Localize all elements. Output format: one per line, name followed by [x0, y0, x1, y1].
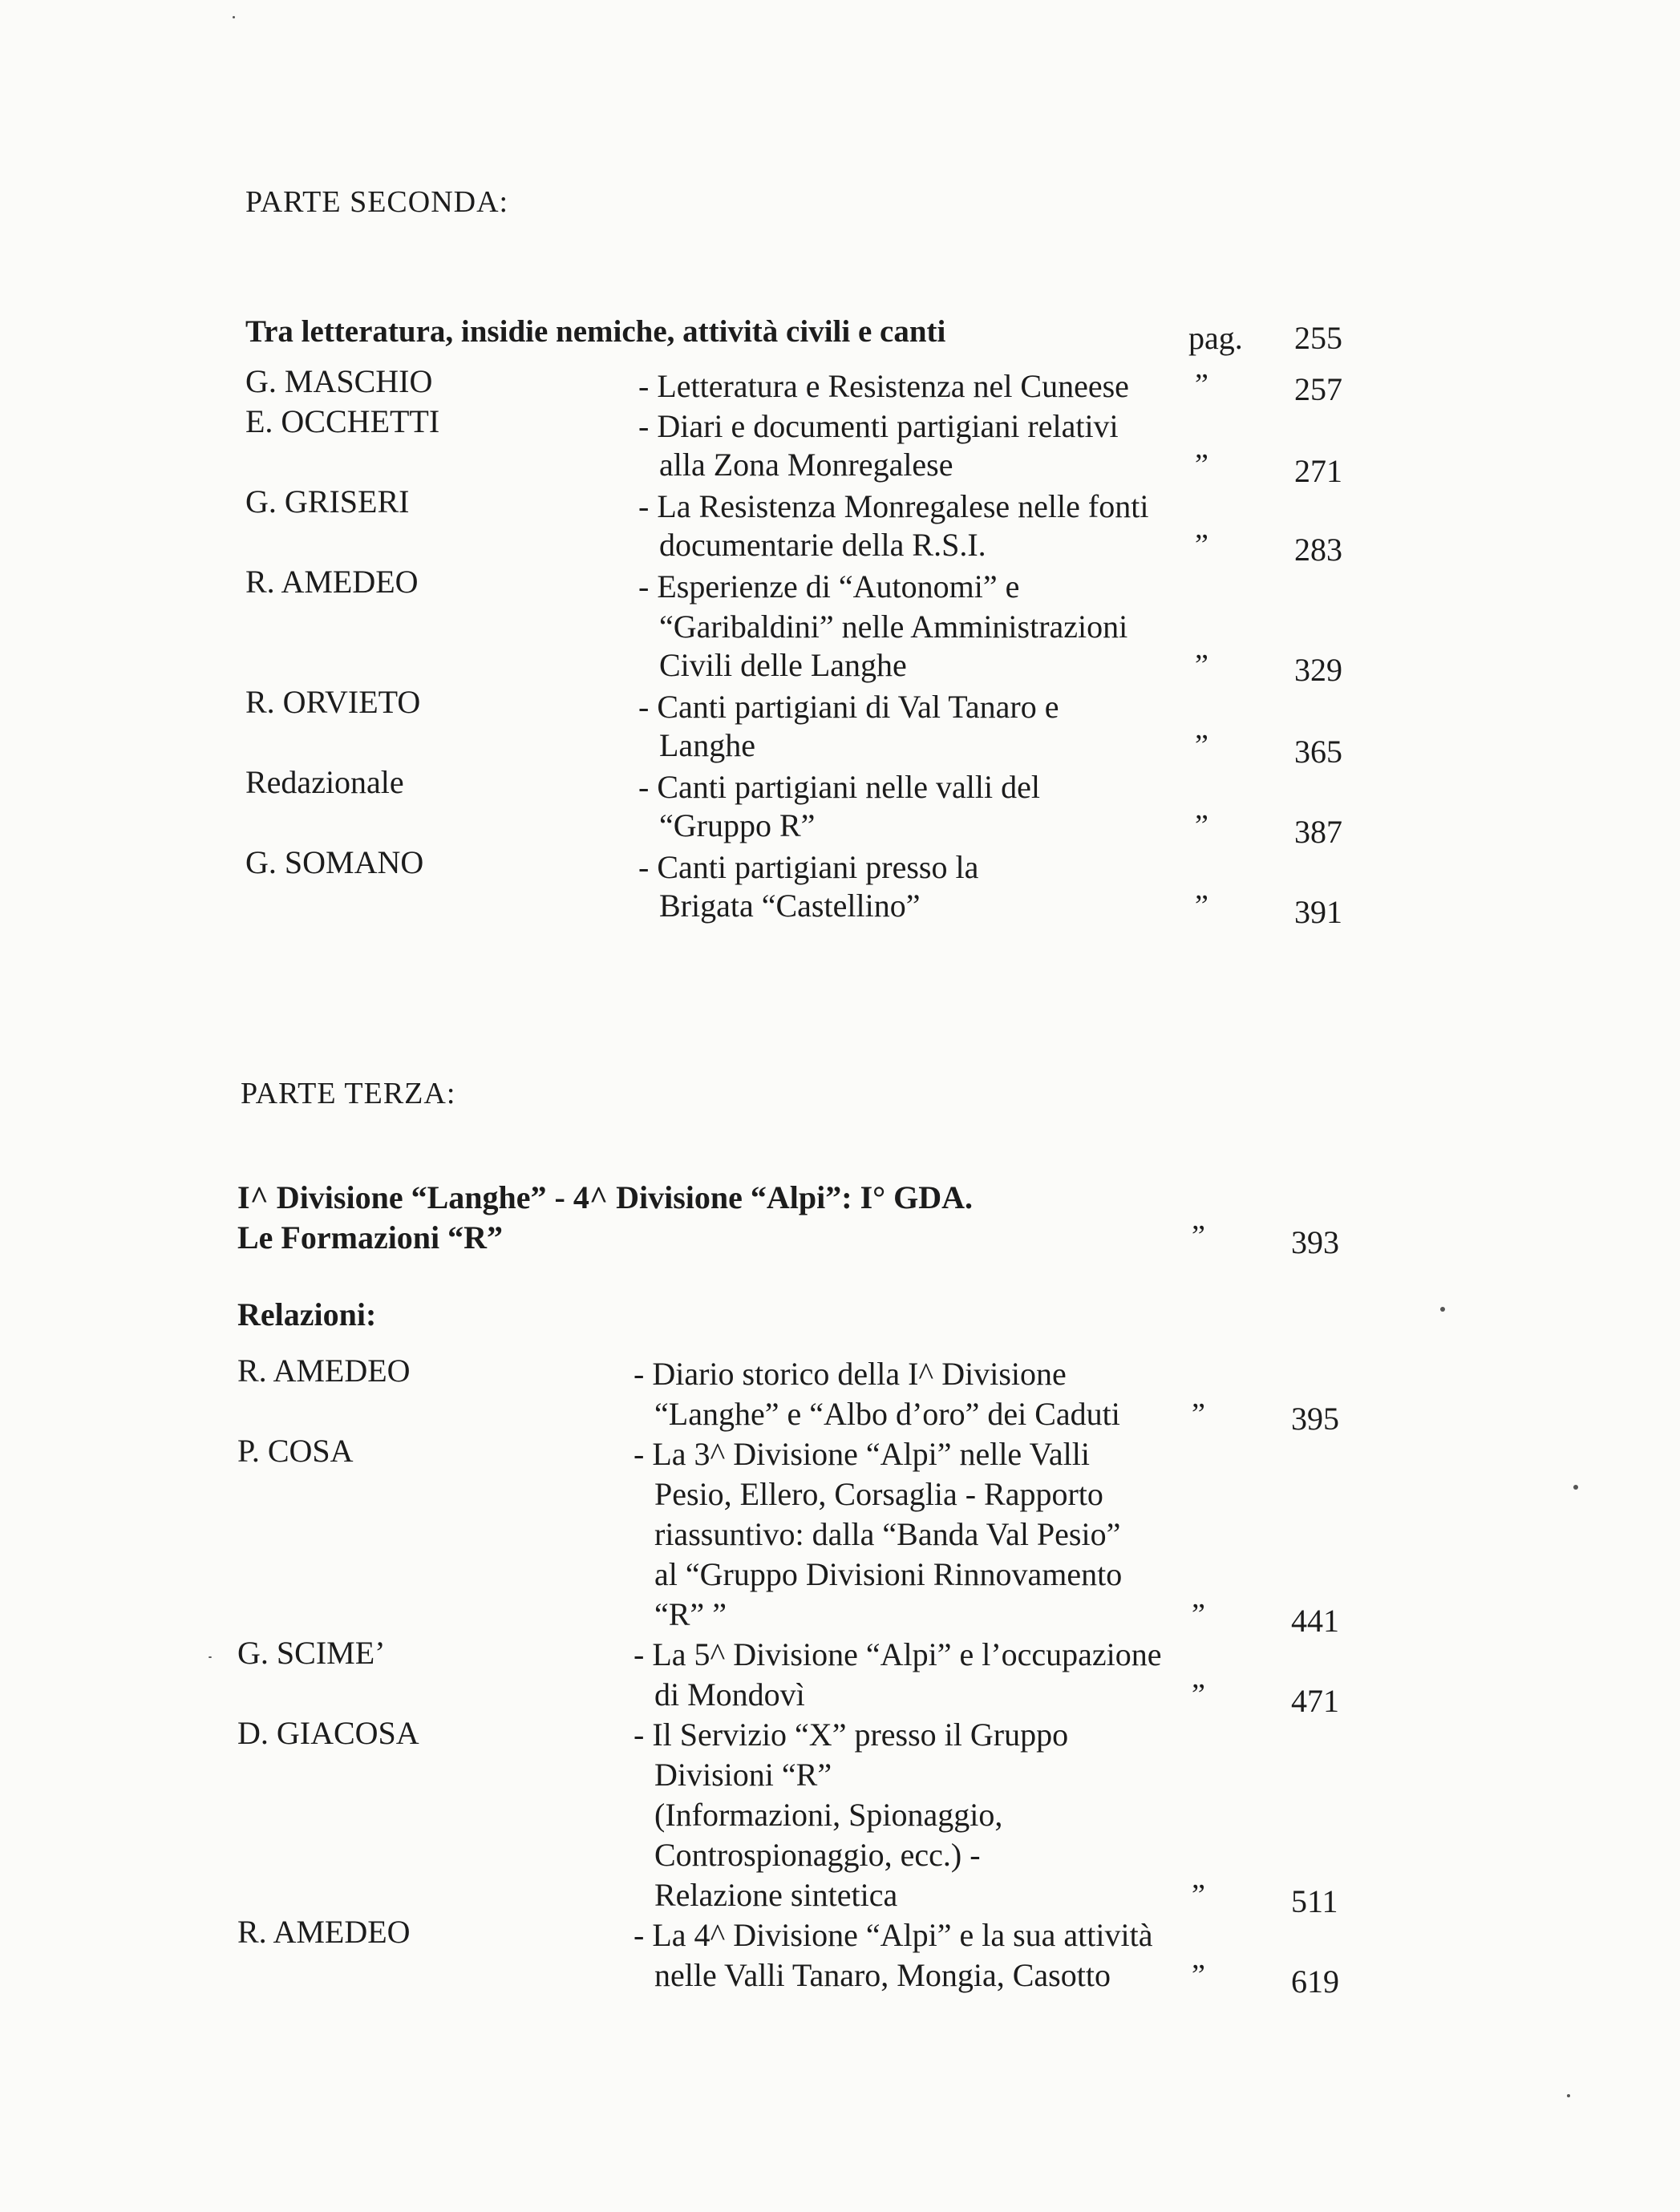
entry-author: R. AMEDEO — [237, 1914, 411, 1950]
page-number: 391 — [1294, 894, 1342, 930]
ditto-mark: ” — [1195, 729, 1208, 762]
entry-title-line: “Garibaldini” nelle Amministrazioni — [659, 609, 1128, 645]
entry-title-line: - La Resistenza Monregalese nelle fonti — [638, 488, 1149, 524]
entry-title-line: Divisioni “R” — [654, 1757, 832, 1793]
part-three-section-title-line: I^ Divisione “Langhe” - 4^ Divisione “Alpi”: I° GDA. — [237, 1179, 974, 1215]
relazioni-label: Relazioni: — [237, 1296, 377, 1332]
ditto-mark: ” — [1195, 528, 1208, 562]
entry-title-line: riassuntivo: dalla “Banda Val Pesio” — [654, 1516, 1121, 1552]
page-number: 257 — [1294, 371, 1342, 407]
page-number: 283 — [1294, 532, 1342, 568]
entry-title-line: di Mondovì — [654, 1676, 805, 1713]
pag-label: pag. — [1188, 320, 1243, 356]
entry-title-line: documentarie della R.S.I. — [659, 527, 986, 563]
ditto-mark: ” — [1192, 1878, 1205, 1912]
ditto-mark: ” — [1192, 1598, 1205, 1632]
entry-author: R. AMEDEO — [245, 564, 419, 600]
entry-title-line: - La 3^ Divisione “Alpi” nelle Valli — [634, 1436, 1091, 1472]
entry-title-line: - Diari e documenti partigiani relativi — [638, 408, 1119, 444]
page-number: 471 — [1291, 1683, 1339, 1719]
ditto-mark: ” — [1192, 1397, 1205, 1431]
entry-title-line: “Gruppo R” — [659, 807, 816, 843]
entry-title-line: - Il Servizio “X” presso il Gruppo — [634, 1717, 1069, 1753]
page-number: 395 — [1291, 1401, 1339, 1437]
entry-author: E. OCCHETTI — [245, 403, 440, 439]
entry-title-line: - La 5^ Divisione “Alpi” e l’occupazione — [634, 1636, 1162, 1672]
entry-author: G. SCIME’ — [237, 1635, 386, 1671]
entry-title-line: alla Zona Monregalese — [659, 447, 953, 483]
scan-speck — [208, 1656, 212, 1658]
entry-title-line: - Canti partigiani di Val Tanaro e — [638, 689, 1059, 725]
entry-author: D. GIACOSA — [237, 1715, 419, 1751]
ditto-mark: ” — [1195, 649, 1208, 682]
entry-title-line: Relazione sintetica — [654, 1877, 898, 1913]
ditto-mark: ” — [1195, 368, 1208, 402]
ditto-mark: ” — [1195, 448, 1208, 482]
entry-author: R. AMEDEO — [237, 1353, 411, 1389]
page-number: 271 — [1294, 453, 1342, 489]
page-number: 619 — [1291, 1963, 1339, 2000]
page-number: 255 — [1294, 320, 1342, 356]
entry-title-line: - Diario storico della I^ Divisione — [634, 1356, 1067, 1392]
entry-title-line: - Canti partigiani presso la — [638, 849, 979, 885]
part-three-heading: PARTE TERZA: — [241, 1077, 456, 1110]
page-number: 511 — [1291, 1883, 1338, 1919]
entry-title-line: - Canti partigiani nelle valli del — [638, 769, 1040, 805]
scan-speck — [233, 16, 235, 18]
entry-title-line: Controspionaggio, ecc.) - — [654, 1837, 981, 1873]
entry-author: G. MASCHIO — [245, 363, 433, 399]
ditto-mark: ” — [1195, 809, 1208, 843]
entry-title-line: Langhe — [659, 727, 755, 763]
scan-speck — [1567, 2094, 1570, 2097]
entry-title-line: “R” ” — [654, 1596, 727, 1632]
ditto-mark: ” — [1192, 1678, 1205, 1712]
entry-title-line: al “Gruppo Divisioni Rinnovamento — [654, 1556, 1123, 1592]
page-number: 329 — [1294, 652, 1342, 688]
part-three-section-title-line: Le Formazioni “R” — [237, 1219, 504, 1256]
entry-title-line: - Esperienze di “Autonomi” e — [638, 568, 1020, 605]
entry-title-line: - La 4^ Divisione “Alpi” e la sua attività — [634, 1917, 1153, 1953]
entry-title-line: (Informazioni, Spionaggio, — [654, 1797, 1003, 1833]
entry-author: Redazionale — [245, 764, 404, 800]
part-two-section-title: Tra letteratura, insidie nemiche, attività civili e canti — [245, 314, 946, 349]
entry-title-line: - Letteratura e Resistenza nel Cuneese — [638, 368, 1129, 404]
scan-speck — [1440, 1307, 1445, 1312]
page-number: 387 — [1294, 814, 1342, 850]
entry-author: G. GRISERI — [245, 483, 410, 520]
page-number: 393 — [1291, 1224, 1339, 1260]
ditto-mark: ” — [1195, 889, 1208, 923]
page-number: 441 — [1291, 1603, 1339, 1639]
entry-title-line: “Langhe” e “Albo d’oro” dei Caduti — [654, 1396, 1120, 1432]
ditto-mark: ” — [1192, 1219, 1205, 1253]
entry-title-line: Pesio, Ellero, Corsaglia - Rapporto — [654, 1476, 1103, 1512]
scan-speck — [1573, 1485, 1578, 1490]
entry-author: G. SOMANO — [245, 844, 424, 880]
ditto-mark: ” — [1192, 1959, 1205, 1992]
entry-author: R. ORVIETO — [245, 684, 421, 720]
entry-title-line: Brigata “Castellino” — [659, 888, 921, 924]
part-two-heading: PARTE SECONDA: — [245, 185, 509, 219]
entry-author: P. COSA — [237, 1433, 354, 1469]
page-number: 365 — [1294, 734, 1342, 770]
entry-title-line: Civili delle Langhe — [659, 647, 907, 683]
entry-title-line: nelle Valli Tanaro, Mongia, Casotto — [654, 1957, 1111, 1993]
